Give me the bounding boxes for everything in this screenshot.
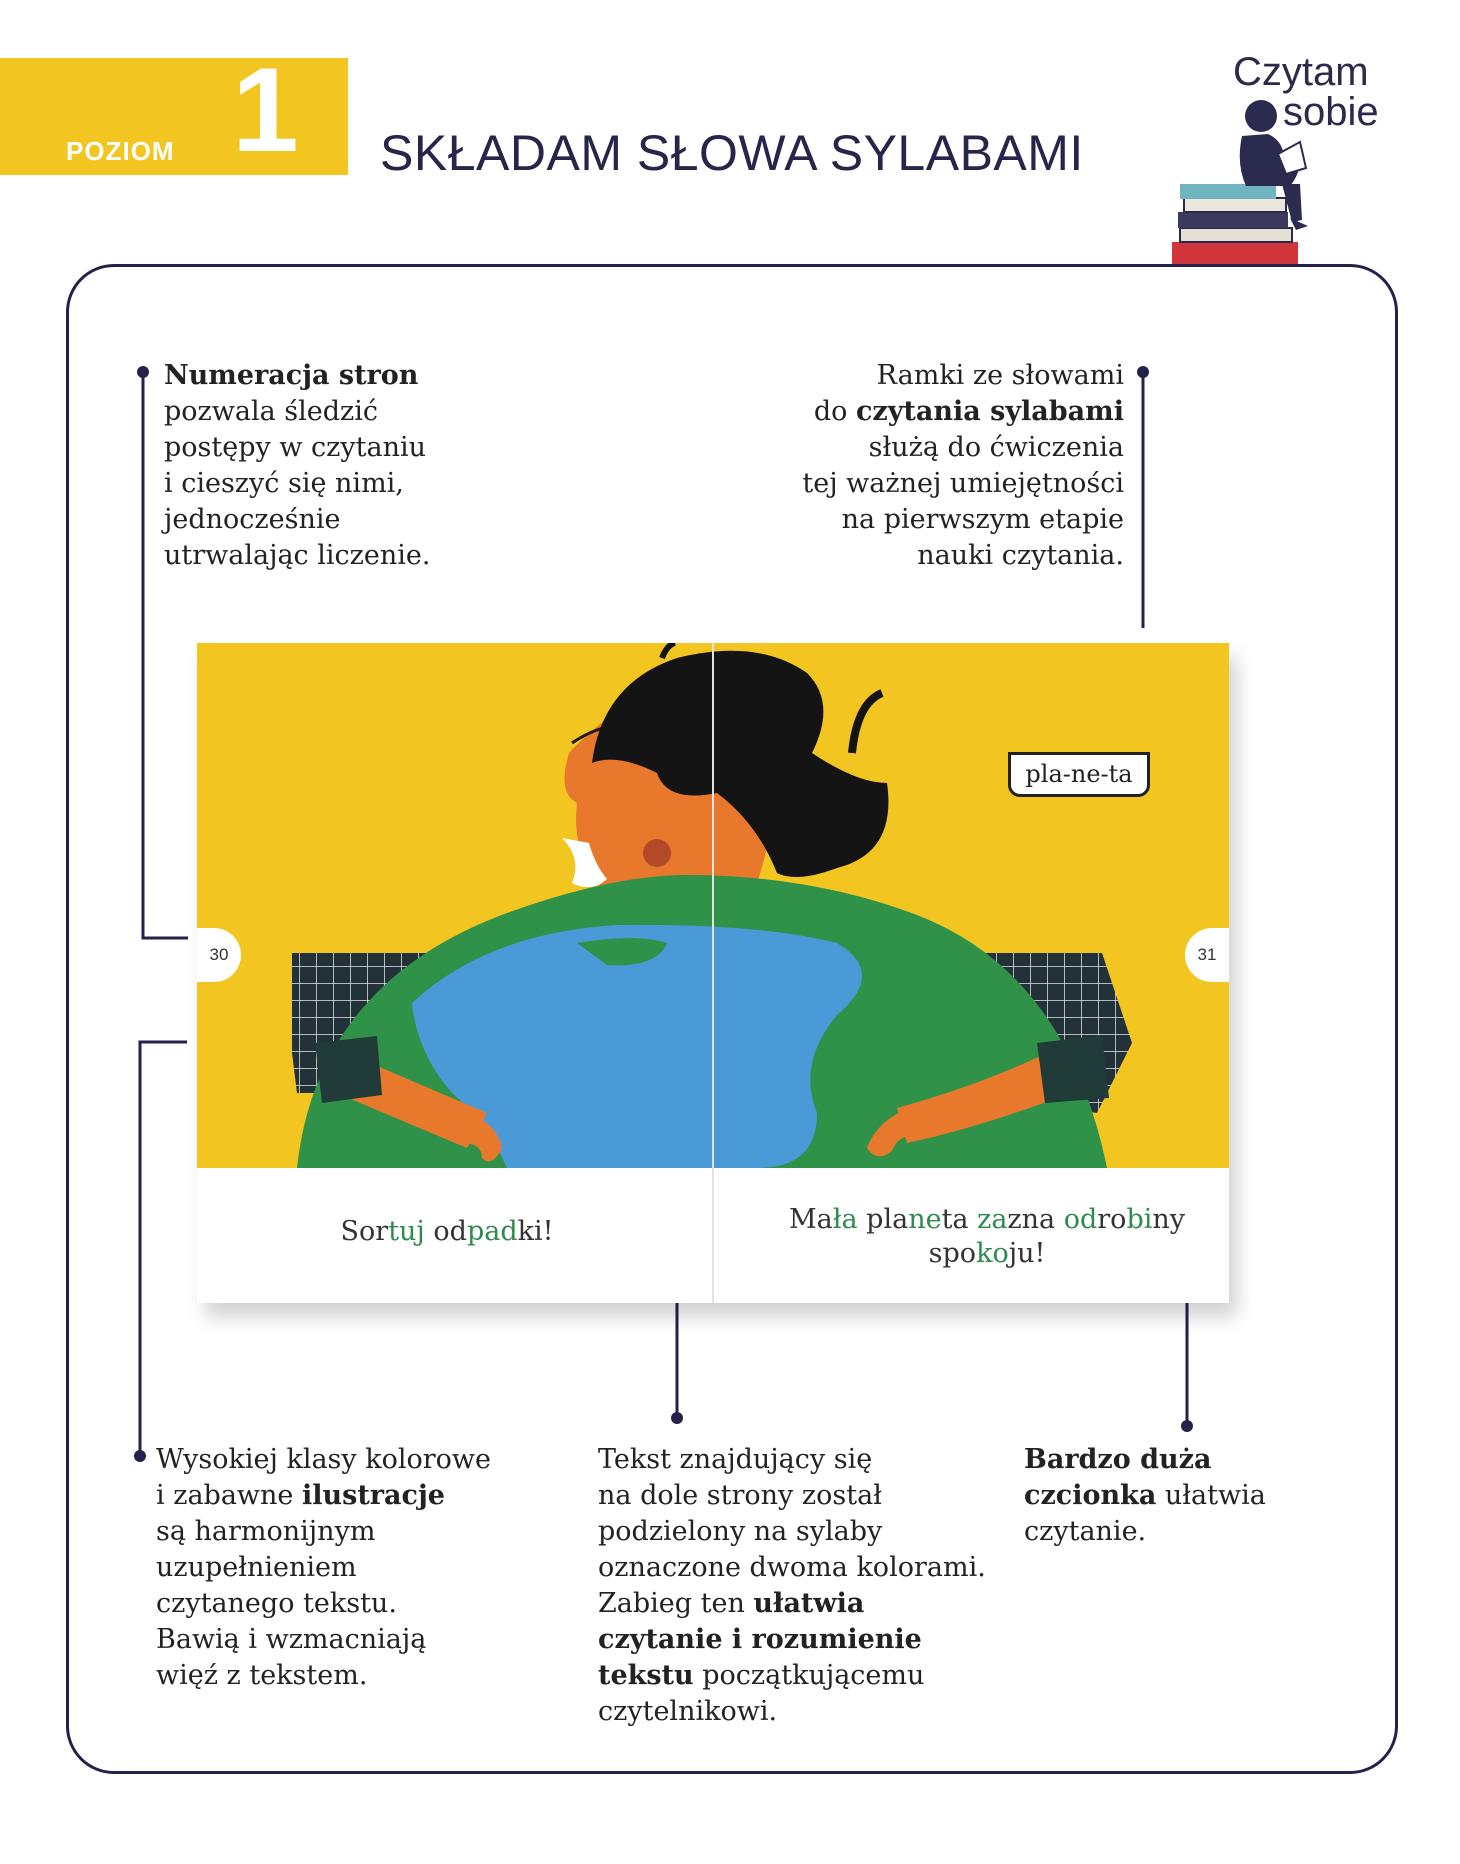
syllable: ko bbox=[976, 1238, 1009, 1269]
syllable: ro bbox=[1097, 1204, 1127, 1235]
annotation-page-numbering: Numeracja stron pozwala śledzić postępy w czytaniu i cieszyć się nimi, jednocześnie utrwalając liczenie. bbox=[164, 360, 431, 571]
syllable: od bbox=[424, 1216, 467, 1247]
syllable: ki! bbox=[517, 1216, 554, 1247]
annotation-syllable-text: Tekst znajdujący się na dole strony został podzielony na sylaby oznaczone dwoma kolorami. Zabieg ten ułatwia czytanie i rozumienie tekstu początkującemu czytelnikowi. bbox=[598, 1444, 986, 1727]
annotation-illustrations: Wysokiej klasy kolorowe i zabawne ilustracje są harmonijnym uzupełnieniem czytanego tekstu. Bawią i wzmacniają więź z tekstem. bbox=[156, 1444, 491, 1691]
syllable: za bbox=[968, 1204, 1008, 1235]
level-label: POZIOM bbox=[66, 136, 175, 166]
syllable: ju! bbox=[1008, 1238, 1046, 1269]
level-number: 1 bbox=[232, 43, 299, 177]
syllable: ne bbox=[908, 1204, 942, 1235]
logo-word-1: Czytam bbox=[1233, 50, 1369, 94]
syllable: Ma bbox=[788, 1204, 833, 1235]
syllable: od bbox=[1055, 1204, 1098, 1235]
syllable: ny bbox=[1152, 1204, 1186, 1235]
syllable: pad bbox=[466, 1216, 518, 1247]
book-spread bbox=[197, 643, 1229, 1303]
annotation-word-frames: Ramki ze słowami do czytania sylabami służą do ćwiczenia tej ważnej umiejętności na pierwszym etapie nauki czytania. bbox=[802, 360, 1124, 571]
syllable-frame: pla-ne-ta bbox=[1008, 752, 1150, 797]
logo-word-2: sobie bbox=[1283, 90, 1379, 134]
syllable: ta bbox=[941, 1204, 969, 1235]
syllable: spo bbox=[928, 1238, 977, 1269]
syllable: tuj bbox=[388, 1216, 425, 1247]
syllable: bi bbox=[1126, 1204, 1153, 1235]
annotation-big-font: Bardzo duża czcionka ułatwia czytanie. bbox=[1024, 1444, 1266, 1547]
right-page-text bbox=[767, 1203, 1207, 1271]
syllable: Sor bbox=[340, 1216, 389, 1247]
syllable: ła bbox=[832, 1204, 858, 1235]
right-page-number: 31 bbox=[1185, 928, 1229, 982]
left-page-number: 30 bbox=[197, 928, 241, 982]
page-title: SKŁADAM SŁOWA SYLABAMI bbox=[380, 125, 1084, 181]
left-page-text bbox=[257, 1215, 637, 1249]
syllable: pla bbox=[857, 1204, 909, 1235]
syllable: zna bbox=[1007, 1204, 1056, 1235]
